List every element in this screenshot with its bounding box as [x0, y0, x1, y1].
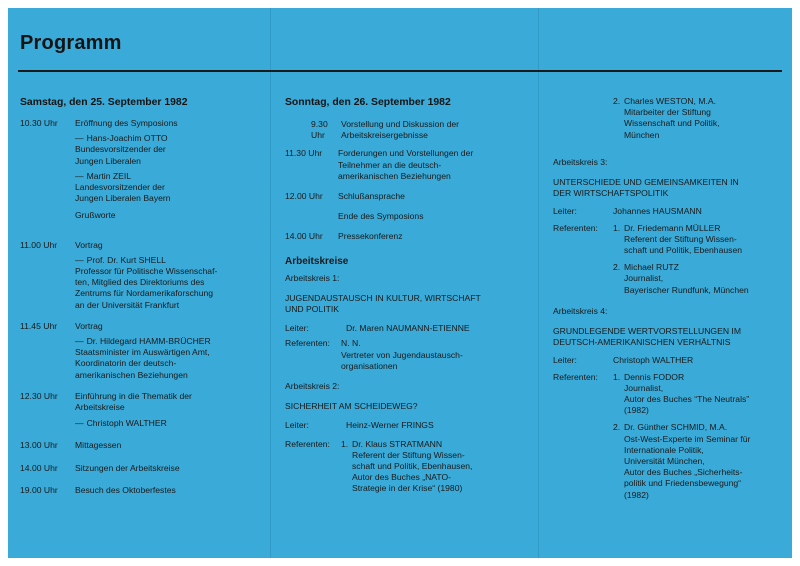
schedule-item: 11.00 Uhr Vortrag	[20, 239, 103, 250]
event: Eröffnung des Symposions	[75, 118, 178, 128]
speaker-item: — Dr. Hildegard HAMM-BRÜCHER Staatsminister im Auswärtigen Amt, Koordinatorin der deutsch- amerikanischen Beziehungen	[75, 336, 211, 380]
workgroup-speakers: Referenten: N. N. Vertreter von Jugendaustausch- organisationen	[285, 338, 463, 371]
workgroup-leader: Leiter: Dr. Maren NAUMANN-ETIENNE	[285, 323, 470, 334]
schedule-item: Ende des Symposions	[338, 211, 424, 222]
schedule-item: 14.00 Uhr Sitzungen der Arbeitskreise	[20, 462, 180, 473]
saturday-column	[20, 96, 260, 496]
workgroup-4	[553, 306, 788, 501]
schedule-item: 13.00 Uhr Mittagessen	[20, 440, 122, 451]
title-rule	[18, 70, 782, 72]
workgroup-2-speaker-2: 2. Charles WESTON, M.A. Mitarbeiter der Stiftung Wissenschaft und Politik, München	[613, 96, 720, 140]
workgroup-topic: JUGENDAUSTAUSCH IN KULTUR, WIRTSCHAFT UND POLITIK	[285, 292, 481, 315]
speaker-name: Dr. Friedemann MÜLLER	[624, 222, 721, 233]
workgroup-label: Arbeitskreis 4:	[553, 305, 608, 316]
speaker-name: Dennis FODOR	[624, 371, 685, 382]
right-column	[553, 96, 788, 501]
schedule-item: 11.30 Uhr Forderungen und Vorstellungen der Teilnehmer an die deutsch- amerikanischen Beziehungen	[285, 148, 474, 181]
schedule-item: 12.00 Uhr Schlußansprache	[285, 191, 405, 202]
schedule-item: 14.00 Uhr Pressekonferenz	[285, 231, 403, 242]
workgroup-label: Arbeitskreis 2:	[285, 381, 340, 392]
program-sheet	[8, 8, 792, 558]
workgroup-speakers: Referenten: 1. Dennis FODOR Journalist, Autor des Buches “The Neutrals” (1982) 2. Dr. Günther SCHMID, M.A. Ost-West-Experte im Seminar für Internationale Politik, Universität München, Autor des Buches „Sicherheits- politik und Friedensbewegung“ (1982)	[553, 371, 751, 500]
workgroup-3	[553, 157, 788, 296]
workgroup-label: Arbeitskreis 3:	[553, 156, 608, 167]
schedule-item	[20, 118, 260, 129]
speaker-item: — Martin ZEIL Landesvorsitzender der Jungen Liberalen Bayern	[75, 170, 171, 204]
sunday-column	[285, 96, 530, 495]
workgroup-topic: GRUNDLEGENDE WERTVORSTELLUNGEN IM DEUTSCH-AMERIKANISCHEN VERHÄLTNIS	[553, 326, 741, 348]
speaker-name: Prof. Dr. Kurt SHELL	[86, 254, 166, 265]
schedule-item: 19.00 Uhr Besuch des Oktoberfestes	[20, 484, 176, 495]
page-title: Programm	[20, 32, 122, 54]
workgroup-1	[285, 273, 530, 372]
workgroup-label: Arbeitskreis 1:	[285, 272, 340, 283]
speaker-name: Charles WESTON, M.A.	[624, 96, 717, 106]
workgroup-leader: Leiter: Johannes HAUSMANN	[553, 206, 702, 217]
schedule-item: 12.30 Uhr Einführung in die Thematik der Arbeitskreise	[20, 390, 192, 413]
speaker-item: — Hans-Joachim OTTO Bundesvorsitzender der Jungen Liberalen	[75, 133, 168, 166]
workgroup-leader: Leiter: Christoph WALTHER	[553, 355, 694, 366]
speaker-name: Dr. Klaus STRATMANN	[352, 438, 443, 449]
speaker-name: Christoph WALTHER	[86, 418, 167, 429]
workgroup-speakers: Referenten: 1. Dr. Klaus STRATMANN Referent der Stiftung Wissen- schaft und Politik, Ebenhausen, Autor des Buches „NATO- Strategie in der Krise“ (1980)	[285, 438, 473, 494]
speaker-name: Michael RUTZ	[624, 262, 679, 273]
fold-line-2	[538, 8, 539, 558]
workgroup-topic: SICHERHEIT AM SCHEIDEWEG?	[285, 401, 418, 412]
speaker-name: Dr. Hildegard HAMM-BRÜCHER	[86, 336, 211, 347]
speaker-name: Hans-Joachim OTTO	[86, 133, 168, 144]
speaker-name: Dr. Günther SCHMID, M.A.	[624, 422, 728, 433]
workgroup-leader: Leiter: Heinz-Werner FRINGS	[285, 420, 434, 431]
sunday-heading: Sonntag, den 26. September 1982	[285, 97, 451, 108]
workgroup-2	[285, 381, 530, 495]
section-heading-arbeitskreise: Arbeitskreise	[285, 255, 349, 267]
speaker-name: Martin ZEIL	[86, 170, 132, 181]
saturday-heading: Samstag, den 25. September 1982	[20, 97, 188, 108]
time: 10.30 Uhr	[20, 118, 58, 128]
speaker-item: — Prof. Dr. Kurt SHELL Professor für Politische Wissenschaf- ten, Mitglied des Direktoriums des Zentrums für Nordamerikaforschung an der Universität Frankfurt	[75, 254, 218, 310]
speaker-item: — Christoph WALTHER	[75, 418, 167, 429]
workgroup-speakers: Referenten: 1. Dr. Friedemann MÜLLER Referent der Stiftung Wissen- schaft und Politik, Ebenhausen 2. Michael RUTZ Journalist, Bayerischer Rundfunk, München	[553, 222, 749, 295]
schedule-item: 11.45 Uhr Vortrag	[20, 320, 103, 331]
schedule-item: Grußworte	[75, 210, 116, 221]
fold-line-1	[270, 8, 271, 558]
schedule-item: 9.30 Uhr Vorstellung und Diskussion der Arbeitskreisergebnisse	[311, 119, 459, 141]
workgroup-topic: UNTERSCHIEDE UND GEMEINSAMKEITEN IN DER WIRTSCHAFTSPOLITIK	[553, 177, 739, 199]
